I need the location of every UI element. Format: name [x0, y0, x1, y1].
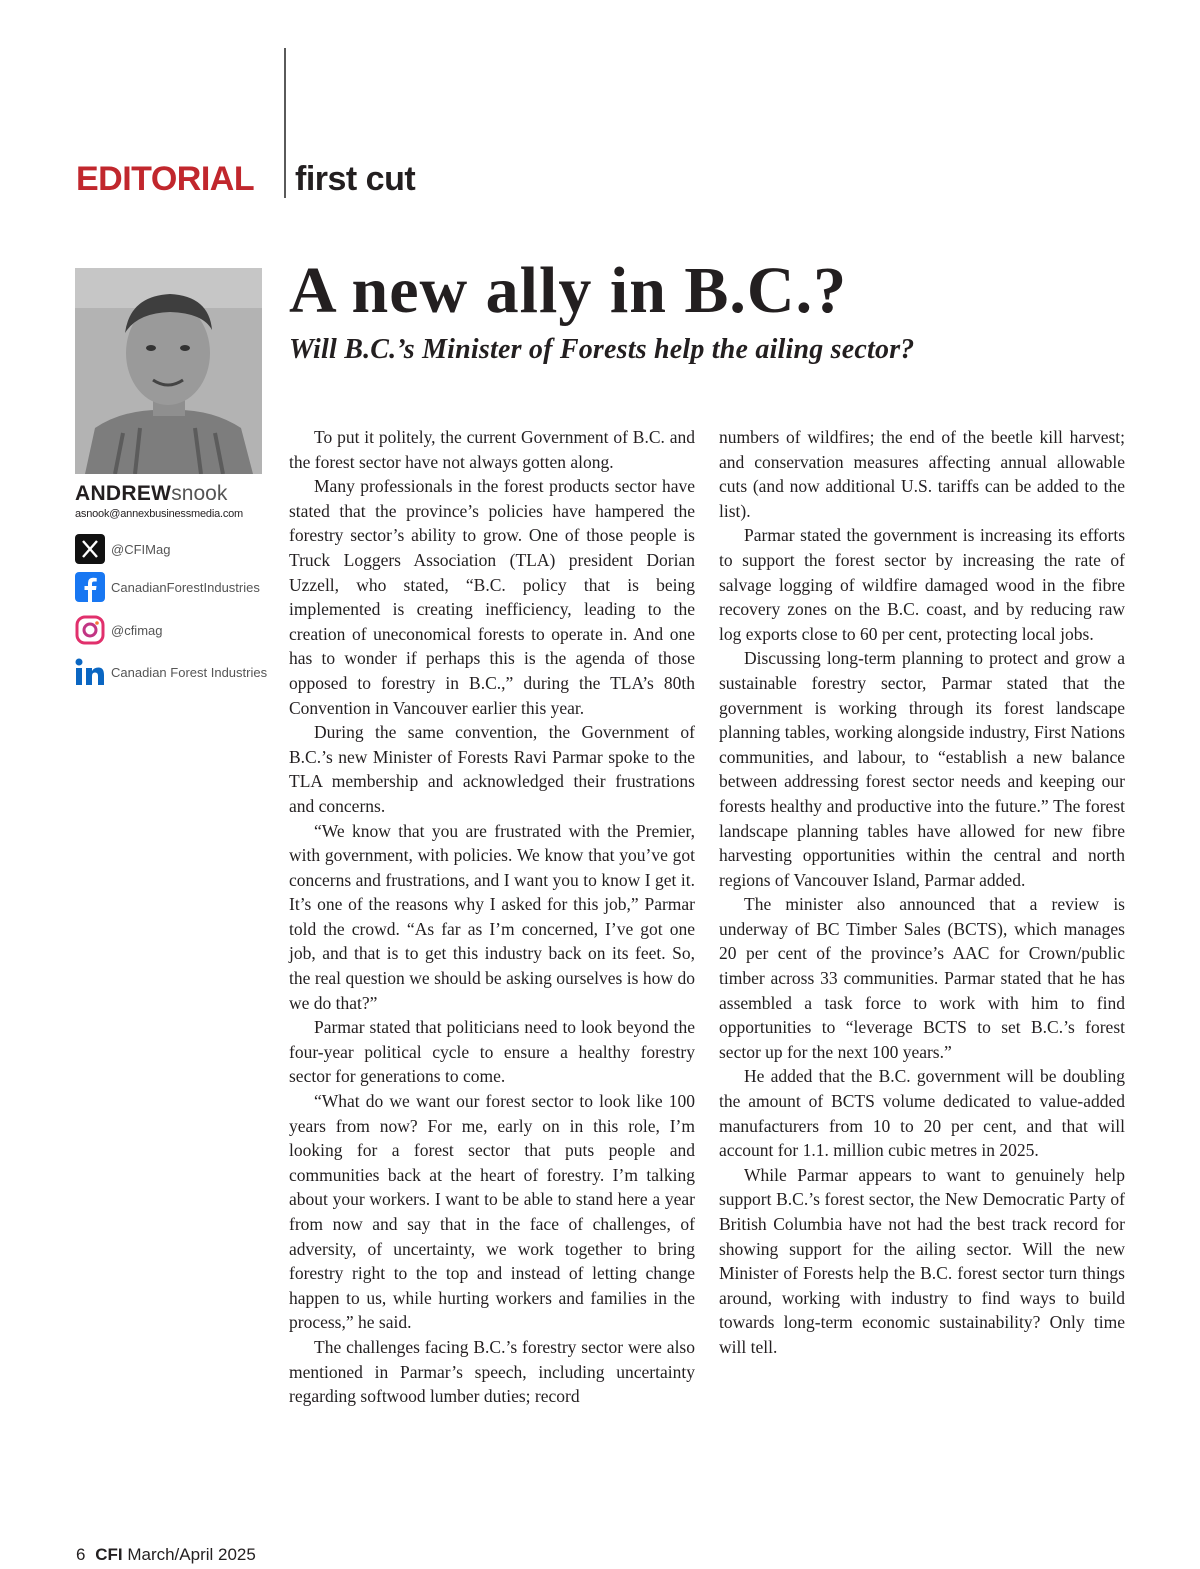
author-last-name: snook	[171, 482, 228, 505]
author-photo	[75, 268, 262, 474]
social-handle: CanadianForestIndustries	[111, 579, 260, 595]
social-handle: @CFIMag	[111, 541, 171, 557]
magazine-name: CFI	[95, 1545, 123, 1564]
page-number: 6	[76, 1545, 86, 1564]
paragraph: The challenges facing B.C.’s forestry sector were also mentioned in Parmar’s speech, including uncertainty regarding softwood lumber duties; record	[289, 1336, 695, 1407]
author-email[interactable]: asnook@annexbusinessmedia.com	[75, 508, 244, 520]
social-facebook[interactable]	[75, 572, 260, 602]
paragraph: Many professionals in the forest products sector have stated that the province’s policies have hampered the forestry sector’s ability to grow. One of those people is Truck Loggers Association (TLA) president Dorian Uzzell, who stated, “B.C. policy that is being implemented is creating inefficiency, leading to the creation of uneconomical forests to operate in. And one has to wonder if perhaps this is the agenda of those opposed to forestry in B.C.,” during the TLA’s 80th Convention in Vancouver earlier this year.	[289, 476, 695, 718]
paragraph: Parmar stated that politicians need to look beyond the four-year political cycle to ensure a healthy forestry sector for generations to come.	[289, 1017, 695, 1087]
paragraph: To put it politely, the current Government of B.C. and the forest sector have not always gotten along.	[289, 427, 695, 472]
paragraph: During the same convention, the Government of B.C.’s new Minister of Forests Ravi Parmar spoke to the TLA membership and acknowledged their frustrations and concerns.	[289, 722, 695, 816]
deck: Will B.C.’s Minister of Forests help the ailing sector?	[289, 334, 915, 365]
paragraph-continuation: numbers of wildfires; the end of the beetle kill harvest; and conservation measures affecting annual allowable cuts (and now additional U.S. tariffs can be added to the list).	[719, 427, 1125, 521]
article-column-1	[289, 425, 695, 1409]
social-handle: @cfimag	[111, 622, 163, 638]
instagram-icon	[75, 615, 105, 645]
social-linkedin[interactable]	[75, 657, 267, 687]
social-x[interactable]	[75, 534, 170, 564]
article-column-2	[719, 425, 1125, 1360]
paragraph: The minister also announced that a review is underway of BC Timber Sales (BCTS), which manages 20 per cent of the province’s AAC for Crown/public timber across 33 communities. Parmar stated that he has assembled a task force to work with him to find opportunities to “leverage BCTS to set B.C.’s forest sector up for the next 100 years.”	[719, 894, 1125, 1062]
paragraph: “We know that you are frustrated with the Premier, with government, with policies. We know that you’ve got concerns and frustrations, and I want you to know I get it. It’s one of the reasons why I asked for this job,” Parmar told the crowd. “As far as I’m concerned, I’ve got one job, and that is to get this industry back on its feet. So, the real question we should be asking ourselves is how do we do that?”	[289, 820, 695, 1013]
paragraph: “What do we want our forest sector to look like 100 years from now? For me, early on in this role, I’m looking for a forest sector that puts people and communities back at the heart of forestry. I’m talking about your workers. I want to be able to stand here a year from now and say that in the face of challenges, of adversity, of uncertainty, we work together to bring forestry right to the top and instead of letting change happen to us, while hurting workers and families in the process,” he said.	[289, 1091, 695, 1333]
section-label: EDITORIAL	[76, 160, 255, 198]
column-name: first cut	[295, 160, 416, 198]
social-handle: Canadian Forest Industries	[111, 664, 268, 680]
headline: A new ally in B.C.?	[289, 254, 848, 327]
paragraph: While Parmar appears to want to genuinely help support B.C.’s forest sector, the New Democratic Party of British Columbia have not had the best track record for showing support for the ailing sector. Will the new Minister of Forests help the B.C. forest sector turn things around, working with industry to find ways to build towards long-term economic sustainability? Only time will tell.	[719, 1164, 1125, 1357]
issue-date: March/April 2025	[127, 1545, 256, 1564]
paragraph: Discussing long-term planning to protect and grow a sustainable forestry sector, Parmar stated that the government is working through its forest landscape planning tables, working alongside industry, First Nations communities, and labour, to “establish a new balance between addressing forest sector needs and keeping our forests healthy and productive into the future.” The forest landscape planning tables have allowed for new fibre harvesting opportunities within the central and north regions of Vancouver Island, Parmar added.	[719, 648, 1125, 890]
page-footer	[76, 1545, 256, 1565]
header-divider	[284, 48, 286, 198]
paragraph: Parmar stated the government is increasing its efforts to support the forest sector by increasing the rate of salvage logging of wildfire damaged wood in the fibre recovery zones on the B.C. coast, and by reducing raw log exports close to 60 per cent, protecting local jobs.	[719, 525, 1125, 644]
linkedin-icon	[75, 657, 105, 687]
author-name	[75, 482, 227, 506]
paragraph: He added that the B.C. government will be doubling the amount of BCTS volume dedicated to value-added manufacturers from 10 to 20 per cent, and that will account for 1.1. million cubic metres in 2025.	[719, 1066, 1125, 1161]
x-icon	[75, 534, 105, 564]
author-first-name: ANDREW	[75, 482, 172, 505]
social-instagram[interactable]	[75, 615, 163, 645]
facebook-icon	[75, 572, 105, 602]
